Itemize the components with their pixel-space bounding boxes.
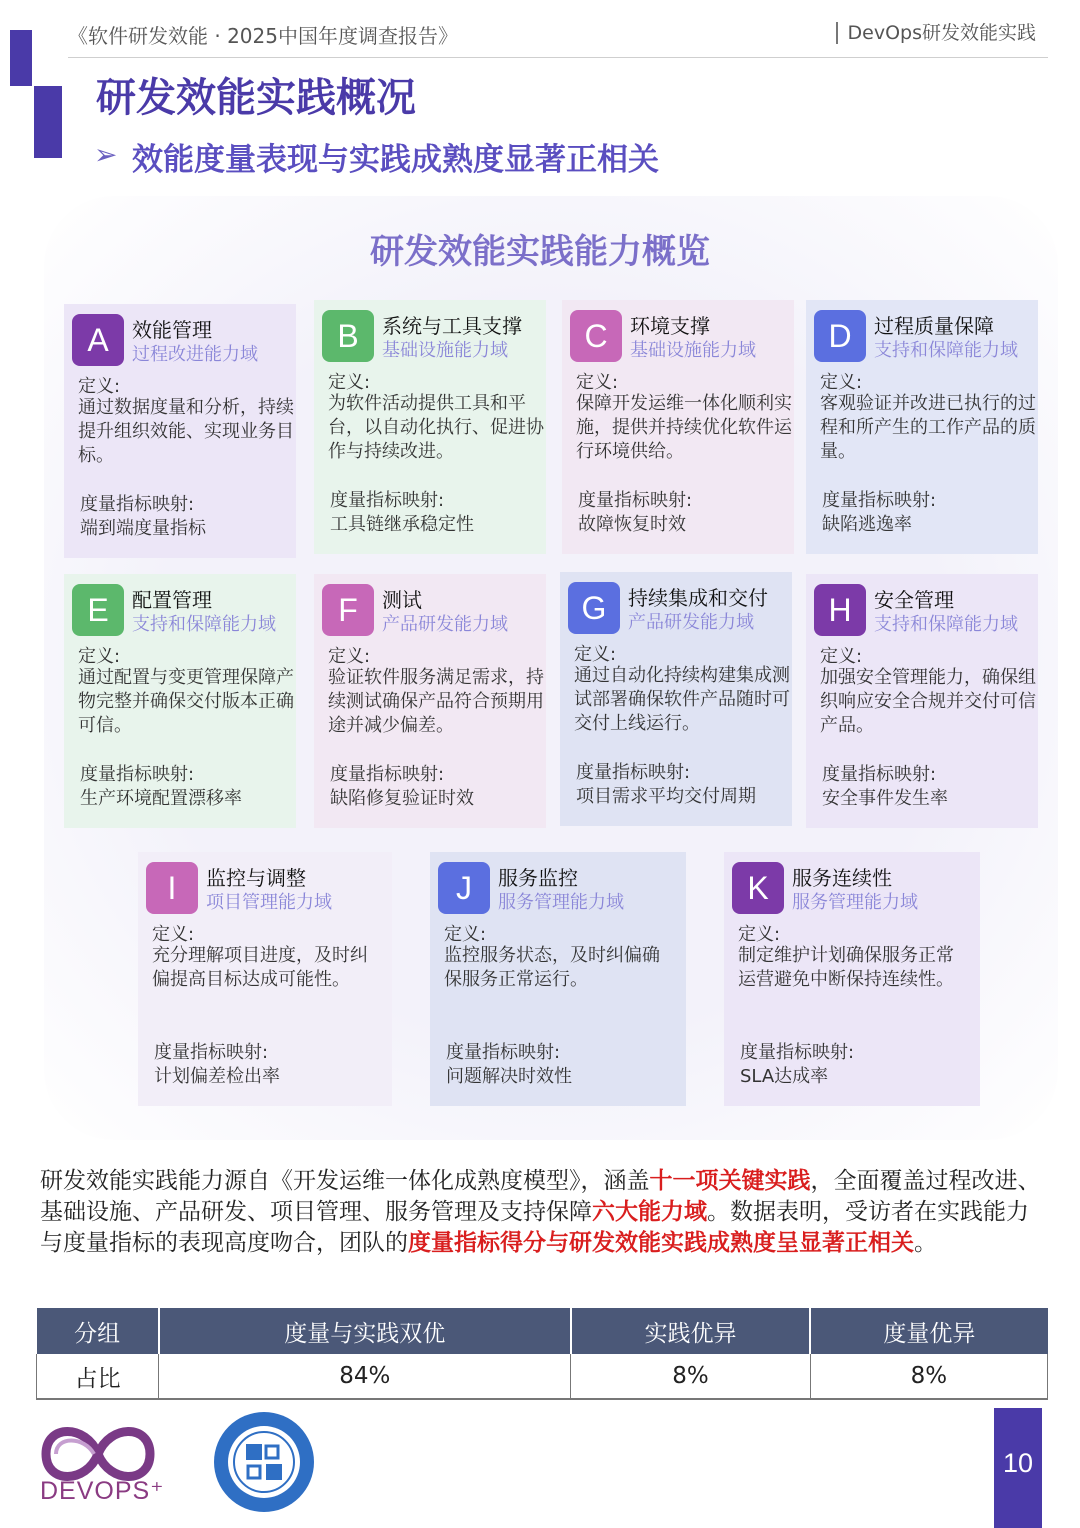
metric-label: 度量指标映射: bbox=[576, 762, 691, 783]
table-header-cell: 实践优异 bbox=[571, 1308, 811, 1354]
metric-value: 缺陷逃逸率 bbox=[822, 514, 912, 535]
practice-name: 持续集成和交付 bbox=[628, 586, 768, 610]
metric-value: 故障恢复时效 bbox=[578, 514, 686, 535]
definition-label: 定义: bbox=[152, 924, 195, 945]
association-seal-logo bbox=[212, 1410, 316, 1514]
metric-label: 度量指标映射: bbox=[80, 764, 195, 785]
title-decoration-bar bbox=[10, 30, 32, 86]
definition-label: 定义: bbox=[574, 644, 617, 665]
metric-value: SLA达成率 bbox=[740, 1066, 829, 1087]
practice-name: 安全管理 bbox=[874, 588, 954, 612]
title-decoration-bar bbox=[34, 86, 62, 158]
practice-name: 服务连续性 bbox=[792, 866, 892, 890]
capability-domain: 产品研发能力域 bbox=[628, 612, 754, 633]
definition-text: 保障开发运维一体化顺利实施，提供并持续优化软件运行环境供给。 bbox=[576, 393, 792, 462]
practice-name: 测试 bbox=[382, 588, 422, 612]
practice-name: 环境支撑 bbox=[630, 314, 710, 338]
letter-badge: K bbox=[732, 862, 784, 914]
practice-name: 效能管理 bbox=[132, 318, 212, 342]
summary-paragraph bbox=[40, 1166, 1050, 1259]
definition-text: 为软件活动提供工具和平台，以自动化执行、促进协作与持续改进。 bbox=[328, 393, 544, 462]
practice-card bbox=[138, 852, 392, 1106]
header-report-title: 《软件研发效能 · 2025中国年度调查报告》 bbox=[68, 24, 458, 48]
capability-domain: 项目管理能力域 bbox=[206, 892, 332, 913]
definition-text: 充分理解项目进度，及时纠偏提高目标达成可能性。 bbox=[152, 945, 368, 990]
table-header-cell: 度量与实践双优 bbox=[159, 1308, 571, 1354]
table-cell: 8% bbox=[571, 1354, 811, 1399]
practice-card bbox=[562, 300, 794, 554]
practice-card bbox=[724, 852, 980, 1106]
practice-card bbox=[64, 574, 296, 828]
capability-domain: 基础设施能力域 bbox=[630, 340, 756, 361]
metric-label: 度量指标映射: bbox=[330, 764, 445, 785]
table-row bbox=[37, 1354, 1048, 1399]
definition-label: 定义: bbox=[78, 376, 121, 397]
table-cell: 占比 bbox=[37, 1354, 159, 1399]
metric-label: 度量指标映射: bbox=[740, 1042, 855, 1063]
metric-label: 度量指标映射: bbox=[154, 1042, 269, 1063]
practice-card bbox=[314, 300, 546, 554]
practice-name: 配置管理 bbox=[132, 588, 212, 612]
capability-domain: 支持和保障能力域 bbox=[132, 614, 276, 635]
definition-label: 定义: bbox=[576, 372, 619, 393]
definition-label: 定义: bbox=[328, 372, 371, 393]
capability-domain: 过程改进能力域 bbox=[132, 344, 258, 365]
summary-text: 。数据表明，受访者在实践能力与度量指标的表现高度吻合，团队的 bbox=[40, 1199, 1029, 1256]
metric-value: 工具链继承稳定性 bbox=[330, 514, 474, 535]
capability-domain: 服务管理能力域 bbox=[792, 892, 918, 913]
metric-label: 度量指标映射: bbox=[578, 490, 693, 511]
header-divider bbox=[68, 57, 1048, 58]
letter-badge: C bbox=[570, 310, 622, 362]
letter-badge: J bbox=[438, 862, 490, 914]
summary-text: 。 bbox=[914, 1230, 937, 1256]
metric-label: 度量指标映射: bbox=[330, 490, 445, 511]
table-header-cell: 度量优异 bbox=[810, 1308, 1047, 1354]
letter-badge: H bbox=[814, 584, 866, 636]
metric-value: 生产环境配置漂移率 bbox=[80, 788, 242, 809]
capability-domain: 产品研发能力域 bbox=[382, 614, 508, 635]
metric-value: 问题解决时效性 bbox=[446, 1066, 572, 1087]
metric-label: 度量指标映射: bbox=[80, 494, 195, 515]
practice-name: 系统与工具支撑 bbox=[382, 314, 522, 338]
table-header-row bbox=[37, 1308, 1048, 1354]
practice-card bbox=[314, 574, 546, 828]
letter-badge: B bbox=[322, 310, 374, 362]
devops-logo-text: DEVOPS⁺ bbox=[40, 1477, 165, 1505]
definition-text: 通过数据度量和分析，持续提升组织效能、实现业务目标。 bbox=[78, 397, 294, 466]
metric-label: 度量指标映射: bbox=[822, 764, 937, 785]
header-section-title: DevOps研发效能实践 bbox=[836, 22, 1036, 44]
practice-name: 服务监控 bbox=[498, 866, 578, 890]
definition-text: 通过配置与变更管理保障产物完整并确保交付版本正确可信。 bbox=[78, 667, 294, 736]
metric-value: 项目需求平均交付周期 bbox=[576, 786, 756, 807]
metric-value: 端到端度量指标 bbox=[80, 518, 206, 539]
page-title: 研发效能实践概况 bbox=[96, 75, 416, 121]
metric-value: 计划偏差检出率 bbox=[154, 1066, 280, 1087]
summary-text: 研发效能实践能力源自《开发运维一体化成熟度模型》，涵盖 bbox=[40, 1168, 650, 1194]
summary-text: ，全面覆盖过程改进、基础设施、产品研发、项目管理、服务管理及支持保障 bbox=[40, 1168, 1041, 1225]
definition-label: 定义: bbox=[738, 924, 781, 945]
practice-name: 过程质量保障 bbox=[874, 314, 994, 338]
definition-text: 监控服务状态，及时纠偏确保服务正常运行。 bbox=[444, 945, 660, 990]
table-cell: 84% bbox=[159, 1354, 571, 1399]
summary-highlight: 度量指标得分与研发效能实践成熟度呈显著正相关 bbox=[408, 1230, 914, 1256]
practice-card bbox=[560, 572, 792, 826]
definition-label: 定义: bbox=[78, 646, 121, 667]
metric-value: 安全事件发生率 bbox=[822, 788, 948, 809]
panel-title: 研发效能实践能力概览 bbox=[370, 232, 710, 272]
practice-name: 监控与调整 bbox=[206, 866, 306, 890]
proportion-table bbox=[36, 1308, 1048, 1400]
definition-text: 验证软件服务满足需求，持续测试确保产品符合预期用途并减少偏差。 bbox=[328, 667, 544, 736]
metric-label: 度量指标映射: bbox=[446, 1042, 561, 1063]
capability-domain: 支持和保障能力域 bbox=[874, 614, 1018, 635]
letter-badge: E bbox=[72, 584, 124, 636]
definition-label: 定义: bbox=[444, 924, 487, 945]
practice-card bbox=[64, 304, 296, 558]
capability-domain: 支持和保障能力域 bbox=[874, 340, 1018, 361]
definition-label: 定义: bbox=[820, 372, 863, 393]
letter-badge: I bbox=[146, 862, 198, 914]
summary-highlight: 六大能力域 bbox=[592, 1199, 707, 1225]
definition-text: 通过自动化持续构建集成测试部署确保软件产品随时可交付上线运行。 bbox=[574, 665, 790, 734]
practice-card bbox=[806, 574, 1038, 828]
definition-label: 定义: bbox=[328, 646, 371, 667]
capability-domain: 基础设施能力域 bbox=[382, 340, 508, 361]
page-subtitle: 效能度量表现与实践成熟度显著正相关 bbox=[132, 142, 659, 178]
definition-text: 客观验证并改进已执行的过程和所产生的工作产品的质量。 bbox=[820, 393, 1036, 462]
table-header-cell: 分组 bbox=[37, 1308, 159, 1354]
practice-card bbox=[430, 852, 686, 1106]
letter-badge: G bbox=[568, 582, 620, 634]
letter-badge: F bbox=[322, 584, 374, 636]
definition-label: 定义: bbox=[820, 646, 863, 667]
letter-badge: D bbox=[814, 310, 866, 362]
definition-text: 制定维护计划确保服务正常运营避免中断保持连续性。 bbox=[738, 945, 954, 990]
arrow-icon: ➢ bbox=[94, 138, 118, 171]
metric-value: 缺陷修复验证时效 bbox=[330, 788, 474, 809]
metric-label: 度量指标映射: bbox=[822, 490, 937, 511]
table-cell: 8% bbox=[810, 1354, 1047, 1399]
letter-badge: A bbox=[72, 314, 124, 366]
definition-text: 加强安全管理能力，确保组织响应安全合规并交付可信产品。 bbox=[820, 667, 1036, 736]
page-number: 10 bbox=[1002, 1448, 1034, 1478]
capability-domain: 服务管理能力域 bbox=[498, 892, 624, 913]
summary-highlight: 十一项关键实践 bbox=[649, 1168, 811, 1194]
practice-card bbox=[806, 300, 1038, 554]
